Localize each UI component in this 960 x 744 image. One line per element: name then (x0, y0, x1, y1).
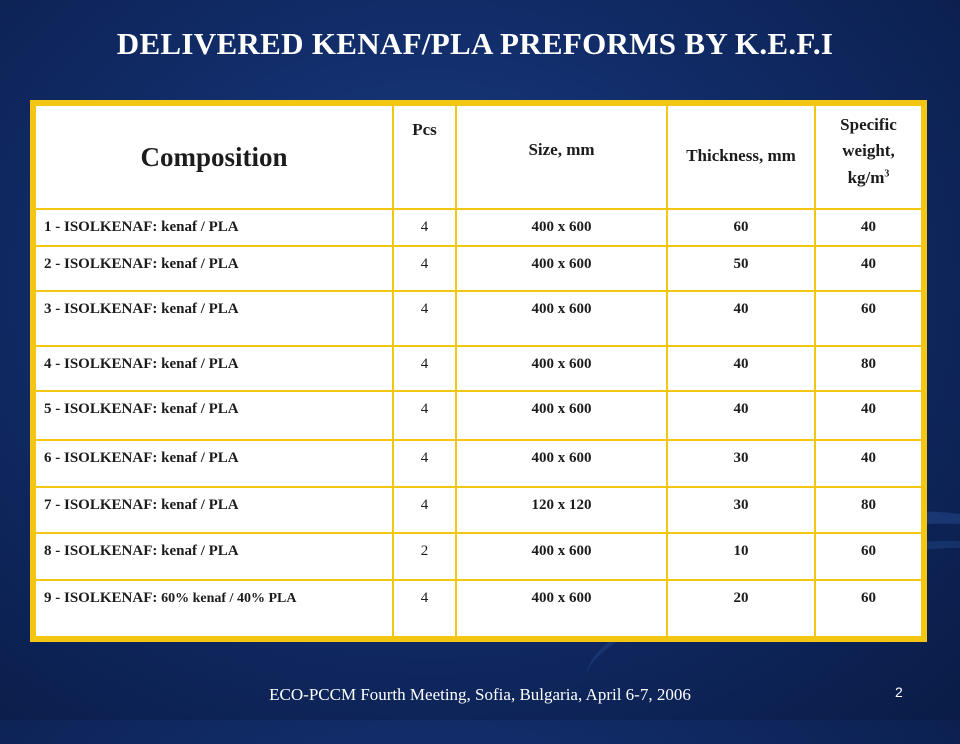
composition-detail: kenaf / PLA (161, 543, 239, 560)
header-specific-weight-unit: kg/m (847, 167, 885, 187)
product-name: ISOLKENAF (64, 497, 153, 514)
product-name: ISOLKENAF (64, 450, 153, 467)
cell-thickness: 30 (668, 488, 816, 534)
composition-detail: kenaf / PLA (161, 219, 239, 235)
cell-size: 400 x 600 (457, 534, 668, 581)
preforms-table-frame (30, 100, 927, 642)
table-row (36, 441, 921, 488)
row-number: 5 (44, 401, 52, 418)
cell-size: 120 x 120 (457, 488, 668, 534)
cell-composition: 3 - ISOLKENAF: kenaf / PLA (36, 292, 394, 347)
slide-title: DELIVERED KENAF/PLA PREFORMS BY K.E.F.I (116, 26, 834, 61)
cell-thickness: 20 (668, 581, 816, 636)
table-row (36, 292, 921, 347)
cell-composition: 1 - ISOLKENAF: kenaf / PLA (36, 210, 394, 247)
cell-size: 400 x 600 (457, 292, 668, 347)
table-row (36, 247, 921, 292)
table-row (36, 581, 921, 636)
cell-composition: 6 - ISOLKENAF: kenaf / PLA (36, 441, 394, 488)
cell-size: 400 x 600 (457, 581, 668, 636)
composition-detail: kenaf / PLA (161, 255, 239, 272)
composition-detail: kenaf / PLA (161, 355, 239, 372)
cell-thickness: 50 (668, 247, 816, 292)
cell-thickness: 40 (668, 292, 816, 347)
composition-detail: kenaf / PLA (161, 401, 239, 418)
composition-detail: kenaf / PLA (161, 300, 239, 317)
cell-thickness: 40 (668, 347, 816, 393)
cell-thickness: 30 (668, 441, 816, 488)
table-row (36, 392, 921, 441)
header-size: Size, mm (457, 106, 668, 210)
row-number: 9 (44, 589, 52, 606)
cell-pcs: 4 (394, 488, 457, 534)
table-row (36, 347, 921, 393)
cell-composition: 5 - ISOLKENAF: kenaf / PLA (36, 392, 394, 441)
header-specific-weight-label: Specific weight, (840, 115, 897, 161)
cell-composition: 9 - ISOLKENAF: 60% kenaf / 40% PLA (36, 581, 394, 636)
header-thickness: Thickness, mm (668, 106, 816, 210)
composition-detail: 60% kenaf / 40% PLA (161, 590, 297, 606)
table-row (36, 534, 921, 581)
row-number: 8 (44, 543, 52, 560)
header-row (36, 106, 921, 210)
cell-pcs: 4 (394, 292, 457, 347)
header-unit-exponent: 3 (884, 168, 890, 180)
cell-pcs: 4 (394, 347, 457, 393)
footer-text: ECO-PCCM Fourth Meeting, Sofia, Bulgaria, April 6-7, 2006 (269, 685, 691, 704)
cell-specific-weight: 80 (816, 347, 921, 393)
header-specific-weight (816, 106, 921, 210)
product-name: ISOLKENAF (64, 589, 153, 606)
cell-specific-weight: 60 (861, 589, 876, 606)
row-number: 2 (44, 255, 52, 272)
composition-detail: kenaf / PLA (161, 497, 239, 514)
cell-pcs: 4 (394, 581, 457, 636)
cell-specific-weight: 80 (816, 488, 921, 534)
row-number: 4 (44, 355, 52, 372)
cell-pcs: 4 (394, 441, 457, 488)
product-name: ISOLKENAF (64, 401, 153, 418)
table-row (36, 210, 921, 247)
cell-composition: 8 - ISOLKENAF: kenaf / PLA (36, 534, 394, 581)
cell-specific-weight: 60 (816, 534, 921, 581)
cell-pcs: 4 (394, 392, 457, 441)
cell-size: 400 x 600 (457, 247, 668, 292)
cell-composition: 2 - ISOLKENAF: kenaf / PLA (36, 247, 394, 292)
cell-specific-weight: 40 (816, 210, 921, 247)
header-pcs: Pcs (394, 106, 457, 210)
cell-thickness: 40 (668, 392, 816, 441)
header-composition: Composition (36, 106, 394, 210)
product-name: ISOLKENAF (64, 300, 153, 317)
cell-pcs: 4 (394, 210, 457, 247)
preforms-table (36, 106, 921, 636)
cell-size: 400 x 600 (457, 441, 668, 488)
cell-pcs: 4 (394, 247, 457, 292)
product-name: ISOLKENAF (64, 255, 153, 272)
cell-specific-weight: 40 (816, 392, 921, 441)
slide-number: 2 (895, 684, 903, 700)
table-row (36, 488, 921, 534)
composition-detail: kenaf / PLA (161, 450, 239, 467)
row-number: 1 (44, 219, 52, 235)
product-name: ISOLKENAF (64, 219, 153, 235)
cell-composition: 7 - ISOLKENAF: kenaf / PLA (36, 488, 394, 534)
row-number: 3 (44, 300, 52, 317)
cell-size: 400 x 600 (457, 210, 668, 247)
cell-thickness: 10 (668, 534, 816, 581)
cell-specific-weight: 40 (816, 247, 921, 292)
product-name: ISOLKENAF (64, 355, 153, 372)
cell-composition: 4 - ISOLKENAF: kenaf / PLA (36, 347, 394, 393)
table-body (36, 210, 921, 636)
cell-thickness: 60 (668, 210, 816, 247)
cell-pcs: 2 (394, 534, 457, 581)
cell-specific-weight: 60 (816, 292, 921, 347)
row-number: 7 (44, 497, 52, 514)
cell-size: 400 x 600 (457, 347, 668, 393)
cell-size: 400 x 600 (457, 392, 668, 441)
product-name: ISOLKENAF (64, 543, 153, 560)
row-number: 6 (44, 450, 52, 467)
cell-specific-weight: 40 (816, 441, 921, 488)
